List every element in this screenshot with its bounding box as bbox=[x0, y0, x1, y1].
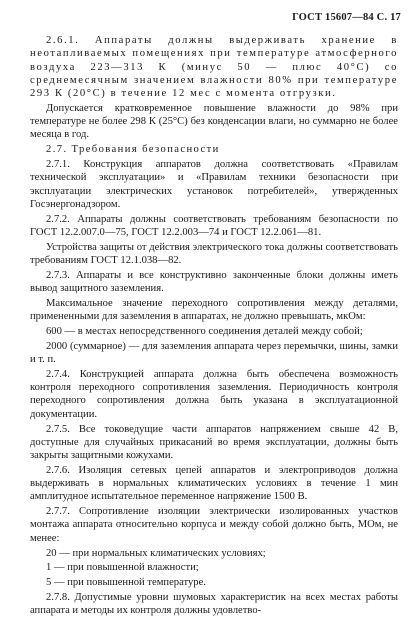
paragraph-protection-devices: Устройства защиты от действия электрического тока должны соответствовать требованиям ГОСТ 12.1.038—82. bbox=[30, 241, 398, 266]
paragraph-2-7-1: 2.7.1. Конструкция аппаратов должна соответствовать «Правилам технической эксплуатации» и «Правилам техники безопасности при эксплуатации электрических установок потребителей», утвержденных Госэнергонадзором. bbox=[30, 159, 398, 210]
paragraph-2-7-7: 2.7.7. Сопротивление изоляции электрически изолированных участков монтажа аппарата относительно корпуса и между собой должно быть, МОм, не менее: bbox=[30, 506, 398, 544]
paragraph-2000-total: 2000 (суммарное) — для заземления аппарата через перемычки, шины, замки и т. п. bbox=[30, 340, 398, 366]
paragraph-2-7-8: 2.7.8. Допустимые уровни шумовых характеристик на всех местах работы аппарата и методы их контроля должны удовлетво- bbox=[30, 592, 398, 617]
paragraph-2-7-5: 2.7.5. Все токоведущие части аппаратов напряжением свыше 42 В, доступные для случайных прикасаний во время эксплуатации, должны быть закрыты защитными кожухами. bbox=[30, 423, 398, 462]
paragraph-humidity-note: Допускается кратковременное повышение влажности до 98% при температуре не более 298 К (25°С) без конденсации влаги, но суммарно не более месяца в год. bbox=[30, 102, 398, 141]
paragraph-2-7-4: 2.7.4. Конструкцией аппарата должна быть обеспечена возможность контроля переходного сопротивления заземления. Периодичность контроля переходного сопротивления должна быть указана в эксплуатационной документации. bbox=[30, 368, 398, 420]
paragraph-600-direct: 600 — в местах непосредственного соединения деталей между собой; bbox=[46, 326, 363, 337]
paragraph-1-humidity: 1 — при повышенной влажности; bbox=[46, 562, 199, 574]
document-body bbox=[30, 34, 398, 619]
paragraph-max-resistance: Максимальное значение переходного сопротивления между деталями, примененными для заземления в аппаратах, не должно превышать, мкОм: bbox=[30, 297, 398, 323]
paragraph-2-7-2: 2.7.2. Аппараты должны соответствовать требованиям безопасности по ГОСТ 12.2.007.0—75, ГОСТ 12.2.003—74 и ГОСТ 12.2.061—81. bbox=[30, 213, 398, 238]
paragraph-2-7-3: 2.7.3. Аппараты и все конструктивно законченные блоки должны иметь вывод защитного заземления. bbox=[30, 269, 398, 295]
running-header: ГОСТ 15607—84 С. 17 bbox=[292, 12, 401, 23]
paragraph-2-7-6: 2.7.6. Изоляция сетевых цепей аппаратов и электроприводов должна выдерживать в нормальных климатических условиях в течение 1 мин амплитудное испытательное переменное напряжение 1500 В. bbox=[30, 464, 398, 503]
paragraph-20-normal: 20 — при нормальных климатических условиях; bbox=[46, 547, 266, 559]
paragraph-5-temperature: 5 — при повышенной температуре. bbox=[46, 577, 206, 589]
paragraph-2-6-1: 2.6.1. Аппараты должны выдерживать хранение в неотапливаемых помещениях при температуре атмосферного воздуха 223—313 К (минус 50 — плюс 40°С) со среднемесячным значением влажности 80% при температуре 293 К (20°С) в течение 12 мес с момента отгрузки. bbox=[30, 35, 398, 99]
section-heading-safety: 2.7. Требования безопасности bbox=[46, 144, 220, 156]
